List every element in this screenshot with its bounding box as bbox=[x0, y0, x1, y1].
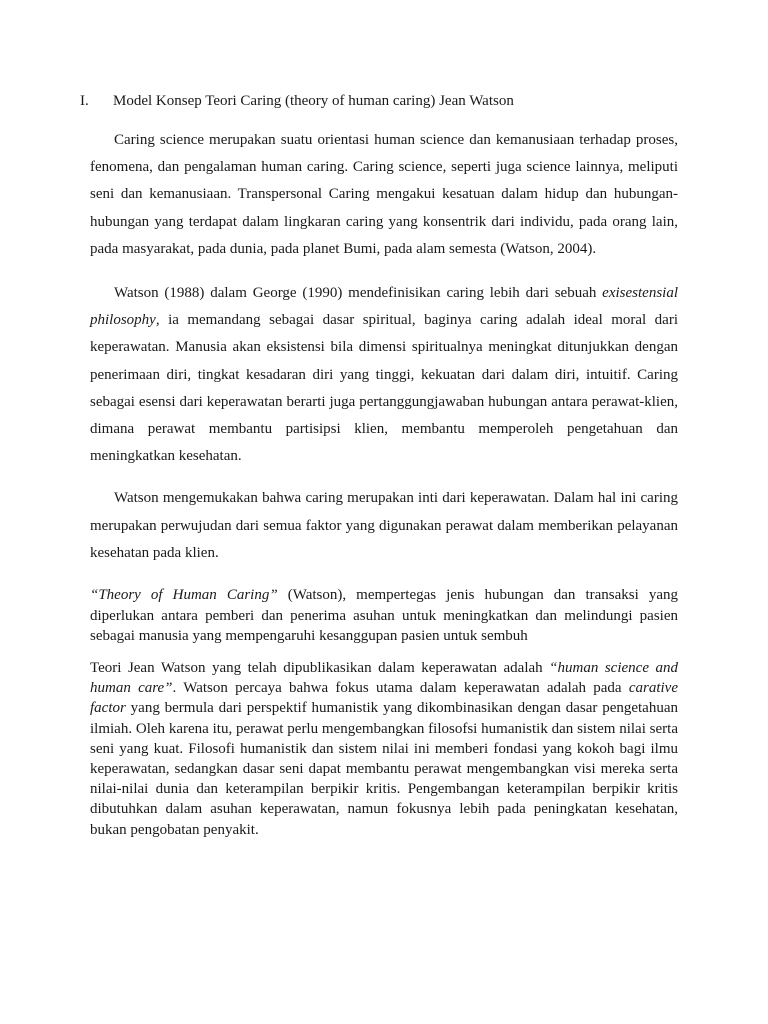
italic-term: exisestensial philosophy bbox=[90, 285, 678, 329]
italic-term: carative factor bbox=[90, 680, 678, 717]
section-number: I. bbox=[80, 93, 89, 109]
paragraph-text: Watson (1988) dalam George (1990) mendefinisikan caring lebih dari sebuah bbox=[114, 285, 603, 301]
paragraph-text: (Watson), mempertegas jenis hubungan dan transaksi yang diperlukan antara pemberi dan penerima asuhan untuk meningkatkan dan melindungi pasien sebagai manusia yang mempengaruhi kesanggupan pasien untuk sembuh bbox=[90, 587, 678, 644]
paragraph-jean-watson-theory bbox=[90, 658, 678, 840]
paragraph-theory-of-human-caring bbox=[90, 585, 678, 647]
paragraph-watson-definition bbox=[90, 280, 678, 470]
section-heading bbox=[80, 91, 514, 111]
section-title: Model Konsep Teori Caring (theory of human caring) Jean Watson bbox=[113, 93, 514, 109]
paragraph-text: . Watson percaya bahwa fokus utama dalam keperawatan adalah pada bbox=[172, 680, 629, 697]
paragraph-text: , ia memandang sebagai dasar spiritual, baginya caring adalah ideal moral dari keperawatan. Manusia akan eksistensi bila dimensi spiritualnya meningkat ditunjukkan dengan penerimaan diri, tingkat kesadaran diri yang tinggi, kekuatan dari dalam diri, intuitif. Caring sebagai esensi dari keperawatan berarti juga pertanggungjawaban hubungan antara perawat-klien, dimana perawat membantu partisipsi klien, membantu memperoleh pengetahuan dan meningkatkan kesehatan. bbox=[90, 312, 678, 465]
paragraph-text: Caring science merupakan suatu orientasi human science dan kemanusiaan terhadap proses, fenomena, dan pengalaman human caring. Caring science, seperti juga science lainnya, meliputi seni dan kemanusiaan. Transpersonal Caring mengakui kesatuan dalam hidup dan hubungan-hubungan yang terdapat dalam lingkaran caring yang konsentrik dari individu, pada orang lain, pada masyarakat, pada dunia, pada planet Bumi, pada alam semesta (Watson, 2004). bbox=[90, 132, 678, 257]
paragraph-text: yang bermula dari perspektif humanistik yang dikombinasikan dengan dasar pengetahuan ilmiah. Oleh karena itu, perawat perlu mengembangkan filosofsi humanistik dan sistem nilai serta seni yang kuat. Filosofi humanistik dan sistem nilai ini memberi fondasi yang kokoh bagi ilmu keperawatan, sedangkan dasar seni dapat membantu perawat mengembangkan visi mereka serta nilai-nilai dunia dan keterampilan berpikir kritis. Pengembangan keterampilan berpikir kritis dibutuhkan dalam asuhan keperawatan, namun fokusnya lebih pada peningkatan kesehatan, bukan pengobatan penyakit. bbox=[90, 700, 678, 838]
italic-term: “human science and human care” bbox=[90, 660, 678, 697]
paragraph-caring-core bbox=[90, 485, 678, 568]
paragraph-text: Watson mengemukakan bahwa caring merupakan inti dari keperawatan. Dalam hal ini caring merupakan perwujudan dari semua faktor yang digunakan perawat dalam memberikan pelayanan kesehatan pada klien. bbox=[90, 490, 678, 561]
italic-term: “Theory of Human Caring” bbox=[90, 587, 278, 603]
paragraph-text: Teori Jean Watson yang telah dipublikasikan dalam keperawatan adalah bbox=[90, 660, 550, 676]
paragraph-caring-science bbox=[90, 127, 678, 263]
